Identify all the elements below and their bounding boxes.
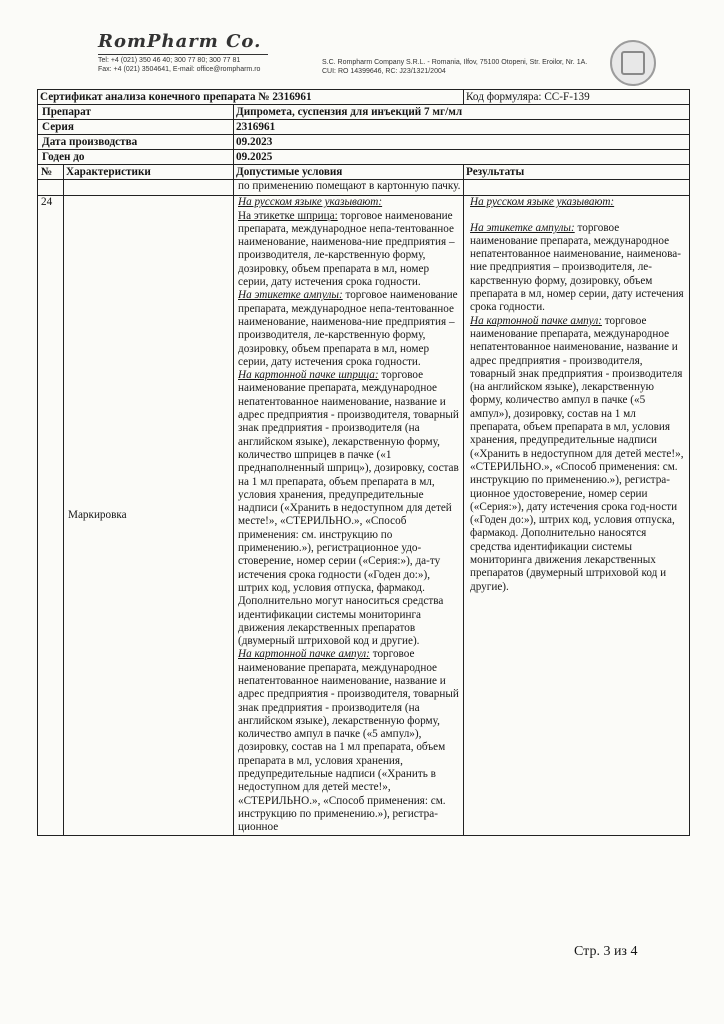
results-block-title: На этикетке ампулы: — [470, 221, 575, 234]
column-header-permissible: Допустимые условия — [234, 165, 464, 180]
info-value: Дипромета, суспензия для инъекций 7 мг/мл — [234, 105, 690, 120]
certificate-title: Сертификат анализа конечного препарата № 2316961 — [38, 90, 464, 105]
column-header-row — [38, 165, 690, 180]
permissible-block — [238, 289, 461, 369]
column-header-characteristics: Характеристики — [64, 165, 234, 180]
permissible-block — [238, 369, 461, 648]
info-value: 2316961 — [234, 120, 690, 135]
results-block-title: На картонной пачке ампул: — [470, 314, 602, 327]
continuation-text: по применению помещают в картонную пачку. — [234, 180, 464, 196]
info-row — [38, 150, 690, 165]
contact-fax-email: Fax: +4 (021) 3504641, E-mail: office@rompharm.ro — [98, 66, 261, 73]
page-number: Стр. 3 из 4 — [574, 944, 638, 959]
letterhead — [0, 0, 724, 88]
info-row — [38, 135, 690, 150]
continuation-row — [38, 180, 690, 196]
column-header-results: Результаты — [464, 165, 690, 180]
info-label: Годен до — [38, 150, 234, 165]
info-label: Дата производства — [38, 135, 234, 150]
info-row — [38, 105, 690, 120]
permissible-block-title: На картонной пачке ампул: — [238, 648, 370, 661]
info-value: 09.2025 — [234, 150, 690, 165]
table-row — [38, 196, 690, 835]
formulary-code: Код формуляра: CC-F-139 — [464, 90, 690, 105]
permissible-block — [238, 210, 461, 290]
column-header-num: № — [38, 165, 64, 180]
company-logo: RomPharm Co. — [98, 30, 268, 55]
certificate-table — [37, 89, 690, 836]
results-block — [470, 315, 687, 594]
permissible-block-title: На этикетке ампулы: — [238, 289, 343, 302]
results-heading: На русском языке указывают: — [470, 196, 615, 209]
company-address — [322, 58, 592, 76]
permissible-block-text: торговое наименование препарата, международное непатентованное наименование, название и адрес предприятия - производителя, товарный знак предприятия - производителя (на английском языке), лекарственную форму, количество ампул в пачке («5 ампул»), дозировку, состав на 1 мл препарата, объем препарата в мл, условия хранения, предупредительные надписи («Хранить в недоступном для детей месте!», «СТЕРИЛЬНО.», «Способ применения: см. инструкцию по применению.»), регистра-ционное — [238, 648, 459, 834]
item-characteristic: Маркировка — [64, 196, 234, 835]
contact-info — [98, 56, 298, 74]
seal-icon — [610, 40, 656, 86]
contact-phone: Tel: +4 (021) 350 46 40; 300 77 80; 300 77 81 — [98, 57, 241, 64]
results-block-text: торговое наименование препарата, международное непатентованное наименование, название и адрес предприятия - производителя, товарный знак предприятия - производителя (на английском языке), лекарственную форму, количество ампул в пачке («5 ампул»), дозировку, состав на 1 мл препарата, объем препарата в мл, условия хранения, предупредительные надписи («Хранить в недоступном для детей месте!», «СТЕРИЛЬНО.», «Способ применения: см. инструкцию по применению.»), регистра-ционное удостоверение, номер серии («Серия:»), дату истечения срока год-ности («Годен до:»), штрих код, условия отпуска, фармакод. Дополнительно наносятся средства идентификации системы мониторинга движения лекарственных препаратов (двумерный штриховой код и другие). — [470, 314, 684, 593]
certificate-title-row — [38, 90, 690, 105]
info-label: Серия — [38, 120, 234, 135]
permissible-block-text: торговое наименование препарата, международное непа-тентованное наименование, наименова-ние предприятия – производителя, ле-карственную форму, дозировку, объем препарата в мл, номер серии, дату истечения срока годности. — [238, 209, 455, 289]
results-block — [470, 222, 687, 315]
item-number: 24 — [38, 196, 64, 835]
permissible-block — [238, 648, 461, 834]
permissible-block-text: торговое наименование препарата, международное непа-тентованное наименование, наименова-ние предприятия – производителя, ле-карственную форму, дозировку, объем препарата в мл, номер серии, дату истечения срока годности. — [238, 289, 458, 368]
item-permissible — [234, 196, 464, 835]
permissible-block-title: На этикетке шприца: — [238, 209, 338, 222]
info-label: Препарат — [38, 105, 234, 120]
item-results — [464, 196, 690, 835]
info-value: 09.2023 — [234, 135, 690, 150]
company-address-line: S.C. Rompharm Company S.R.L. - Romania, Ilfov, 75100 Otopeni, Str. Eroilor, Nr. 1A. — [322, 59, 588, 66]
permissible-block-title: На картонной пачке шприца: — [238, 369, 379, 382]
permissible-block-text: торговое наименование препарата, международное непатентованное наименование, название и адрес предприятия - производителя, товарный знак предприятия - производителя (на английском языке), лекарственную форму, количество шприцев в пачке («1 преднаполненный шприц»), дозировку, состав на 1 мл препарата, объем препарата в мл, условия хранения, предупредительные надписи («Хранить в недоступном для детей месте!», «СТЕРИЛЬНО.», «Способ применения: см. инструкцию по применению.»), регистрационное удо-стоверение, номер серии («Серия:»), да-ту истечения срока годности («Годен до:»), штрих код, условия отпуска, фармакод. Дополнительно могут наноситься средства идентификации системы мониторинга движения лекарственных препаратов (двумерный штриховой код и другие). — [238, 369, 459, 648]
company-registration: CUI: RO 14399646, RC: J23/1321/2004 — [322, 68, 446, 75]
permissible-heading: На русском языке указывают: — [238, 196, 383, 209]
results-block-text: торговое наименование препарата, международное непатентованное наименование, наименова-ние предприятия – производителя, ле-карственную форму, дозировку, объем препарата в мл, номер серии, дату истечения срока годности. — [470, 221, 684, 314]
info-row — [38, 120, 690, 135]
